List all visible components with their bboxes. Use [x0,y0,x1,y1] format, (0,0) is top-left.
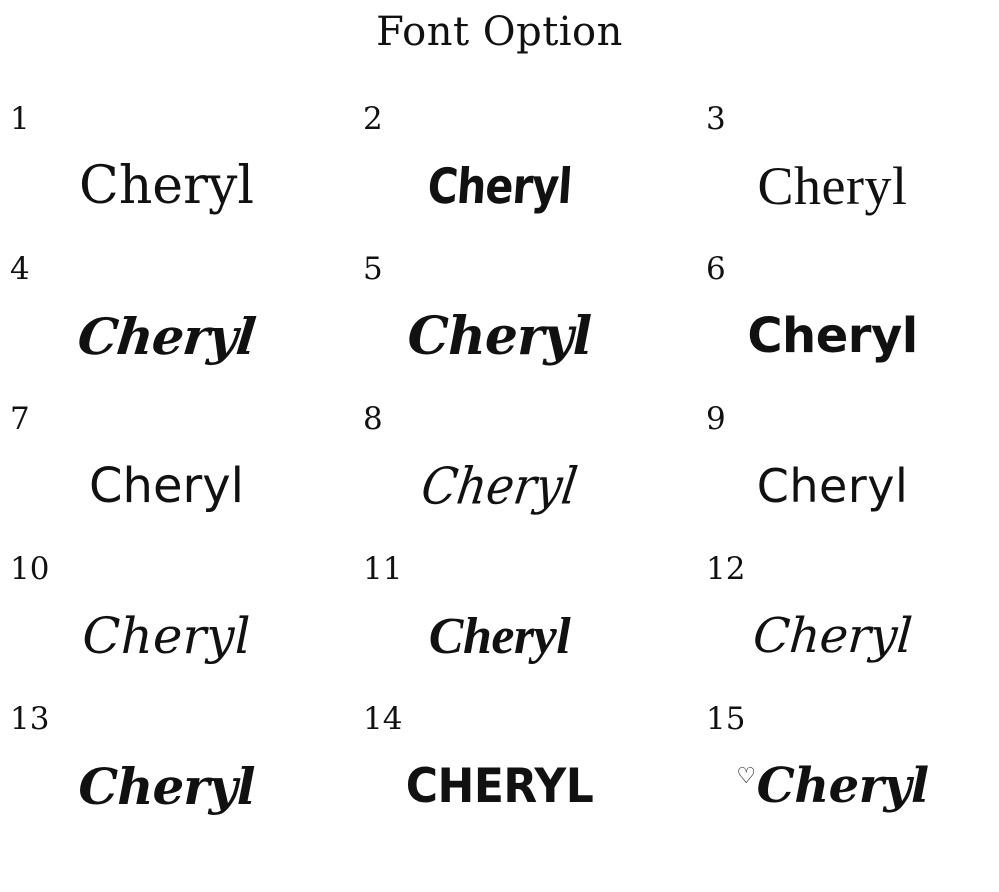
option-number: 5 [363,251,383,287]
font-option-7[interactable] [0,402,333,552]
option-number: 7 [10,401,30,437]
font-option-6[interactable] [666,252,999,402]
option-sample-text: Cheryl [756,758,929,814]
font-option-12[interactable] [666,552,999,702]
option-sample-text: Cheryl [407,305,592,367]
option-number: 6 [706,251,726,287]
option-sample-text: Cheryl [79,156,254,216]
option-sample-text: Cheryl [756,459,909,513]
option-number: 11 [363,551,403,587]
option-number: 9 [706,401,726,437]
font-option-sheet [0,4,999,892]
option-sample-text: CHERYL [405,758,594,814]
page-title: Font Option [376,9,623,55]
option-sample-text: Cheryl [75,306,258,366]
font-option-2[interactable] [333,102,666,252]
option-number: 13 [10,701,50,737]
font-option-9[interactable] [666,402,999,552]
option-sample-text: Cheryl [757,156,908,216]
option-sample-row [666,738,999,834]
option-number: 3 [706,101,726,137]
font-option-14[interactable] [333,702,666,852]
option-sample-text: Cheryl [751,608,914,664]
option-sample-text: Cheryl [89,458,244,514]
option-number: 14 [363,701,403,737]
option-sample-text: Cheryl [417,456,582,516]
option-sample-text: Cheryl [747,308,918,364]
option-number: 2 [363,101,383,137]
font-option-3[interactable] [666,102,999,252]
option-sample-text: Cheryl [82,607,251,665]
option-sample-text: Cheryl [425,157,574,215]
option-number: 1 [10,101,30,137]
font-option-10[interactable] [0,552,333,702]
option-sample-text: Cheryl [428,607,571,665]
font-option-11[interactable] [333,552,666,702]
option-number: 15 [706,701,746,737]
option-sample-text: Cheryl [78,756,255,816]
heart-icon: ♡ [736,763,756,789]
font-option-1[interactable] [0,102,333,252]
option-number: 12 [706,551,746,587]
font-option-grid [0,102,999,852]
font-option-5[interactable] [333,252,666,402]
font-option-8[interactable] [333,402,666,552]
font-option-4[interactable] [0,252,333,402]
option-number: 10 [10,551,50,587]
option-number: 4 [10,251,30,287]
font-option-13[interactable] [0,702,333,852]
font-option-15[interactable] [666,702,999,852]
option-number: 8 [363,401,383,437]
